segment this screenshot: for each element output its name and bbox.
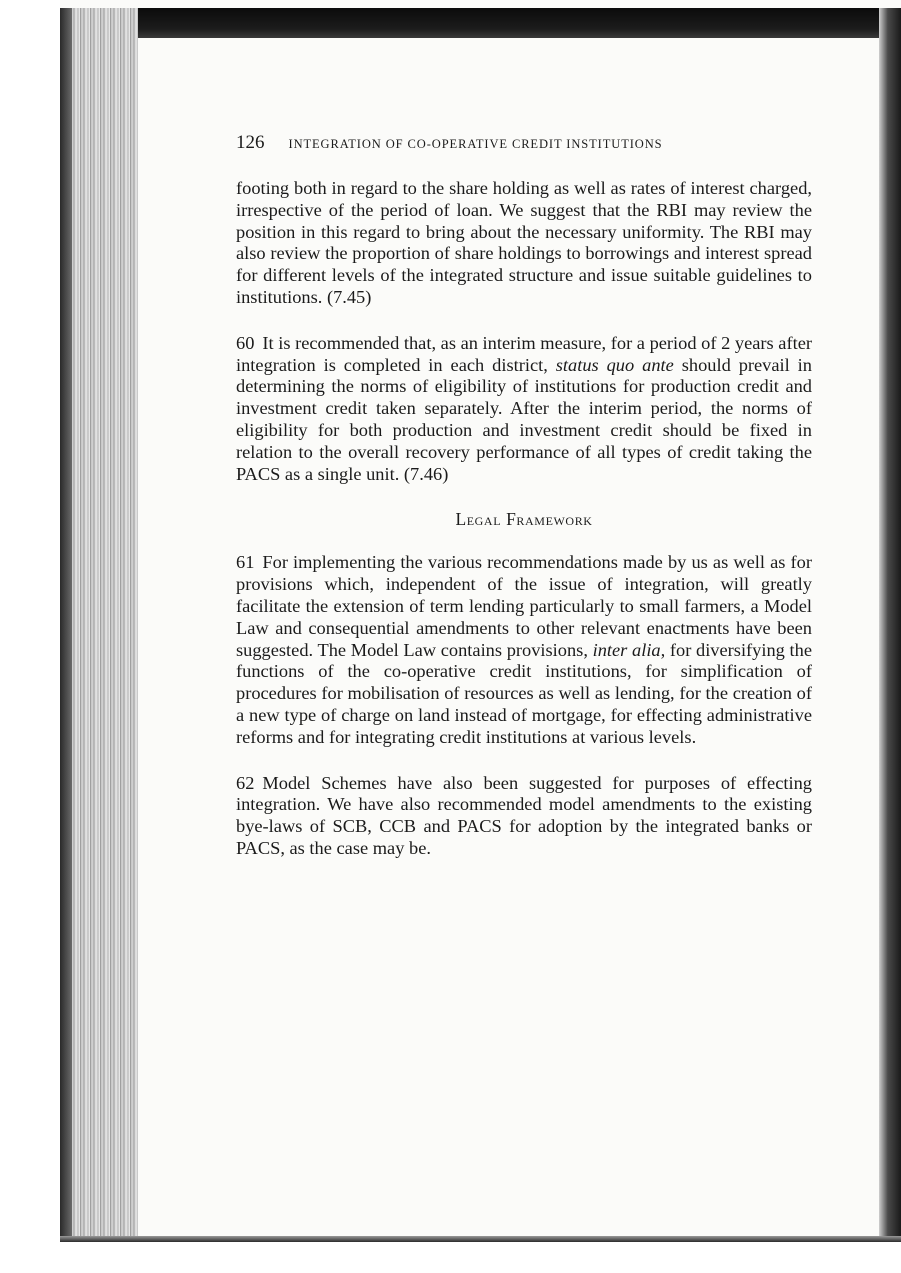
paragraph-text: For implementing the various recommendations made by us as well as for provisions which, independent of the issue of integration, will greatly facilitate the extension of term lending particularly to small farmers, a Model Law and consequential amendments to other relevant enactments have been suggested. The Model Law contains provisions,	[236, 552, 812, 660]
paragraph-text: Model Schemes have also been suggested for purposes of effecting integration. We have also recommended model amendments to the existing bye-laws of SCB, CCB and PACS for adoption by the integrated banks or PACS, as the case may be.	[236, 772, 812, 858]
paragraph-60	[236, 333, 812, 486]
paragraph-62	[236, 773, 812, 860]
book-binding-edge	[60, 8, 72, 1240]
paragraph-text: should prevail in determining the norms of eligibility of institutions for production credit and investment credit taken separately. After the interim period, the norms of eligibility for both production and investment credit should be fixed in relation to the overall recovery performance of all types of credit taking the PACS as a single unit. (7.46)	[236, 354, 812, 484]
scan-top-shadow	[60, 8, 901, 38]
scan-left-margin	[0, 0, 60, 1273]
paragraph-61	[236, 552, 812, 748]
paragraph-italic-text: inter alia,	[592, 639, 666, 660]
paragraph-number: 62	[236, 772, 255, 793]
page-number: 126	[236, 132, 265, 153]
paragraph-italic-text: status quo ante	[555, 354, 674, 375]
paragraph-text: It is recommended that, as an interim measure, for a period of 2 years after integration is completed in each district,	[236, 332, 812, 375]
paragraph-number: 60	[236, 332, 255, 353]
running-head-title: INTEGRATION OF CO-OPERATIVE CREDIT INSTITUTIONS	[288, 137, 663, 151]
scan-bottom-margin	[0, 1242, 901, 1273]
paragraph-text: for diversifying the functions of the co-operative credit institutions, for simplification of procedures for mobilisation of resources as well as lending, for the creation of a new type of charge on land instead of mortgage, for effecting administrative reforms and for integrating credit institutions at various levels.	[236, 639, 813, 747]
paragraph-continuation	[236, 178, 812, 309]
paragraph-number: 61	[236, 552, 255, 573]
scan-right-shadow	[879, 8, 901, 1243]
running-head	[236, 132, 812, 154]
page-text-block	[236, 132, 812, 884]
paragraph-text: footing both in regard to the share holding as well as rates of interest charged, irrespective of the period of loan. We suggest that the RBI may review the position in this regard to bring about the necessary uniformity. The RBI may also review the proportion of share holdings to borrowings and interest spread for different levels of the integrated structure and issue suitable guidelines to institutions. (7.45)	[236, 178, 812, 307]
section-heading: Legal Framework	[455, 509, 593, 530]
